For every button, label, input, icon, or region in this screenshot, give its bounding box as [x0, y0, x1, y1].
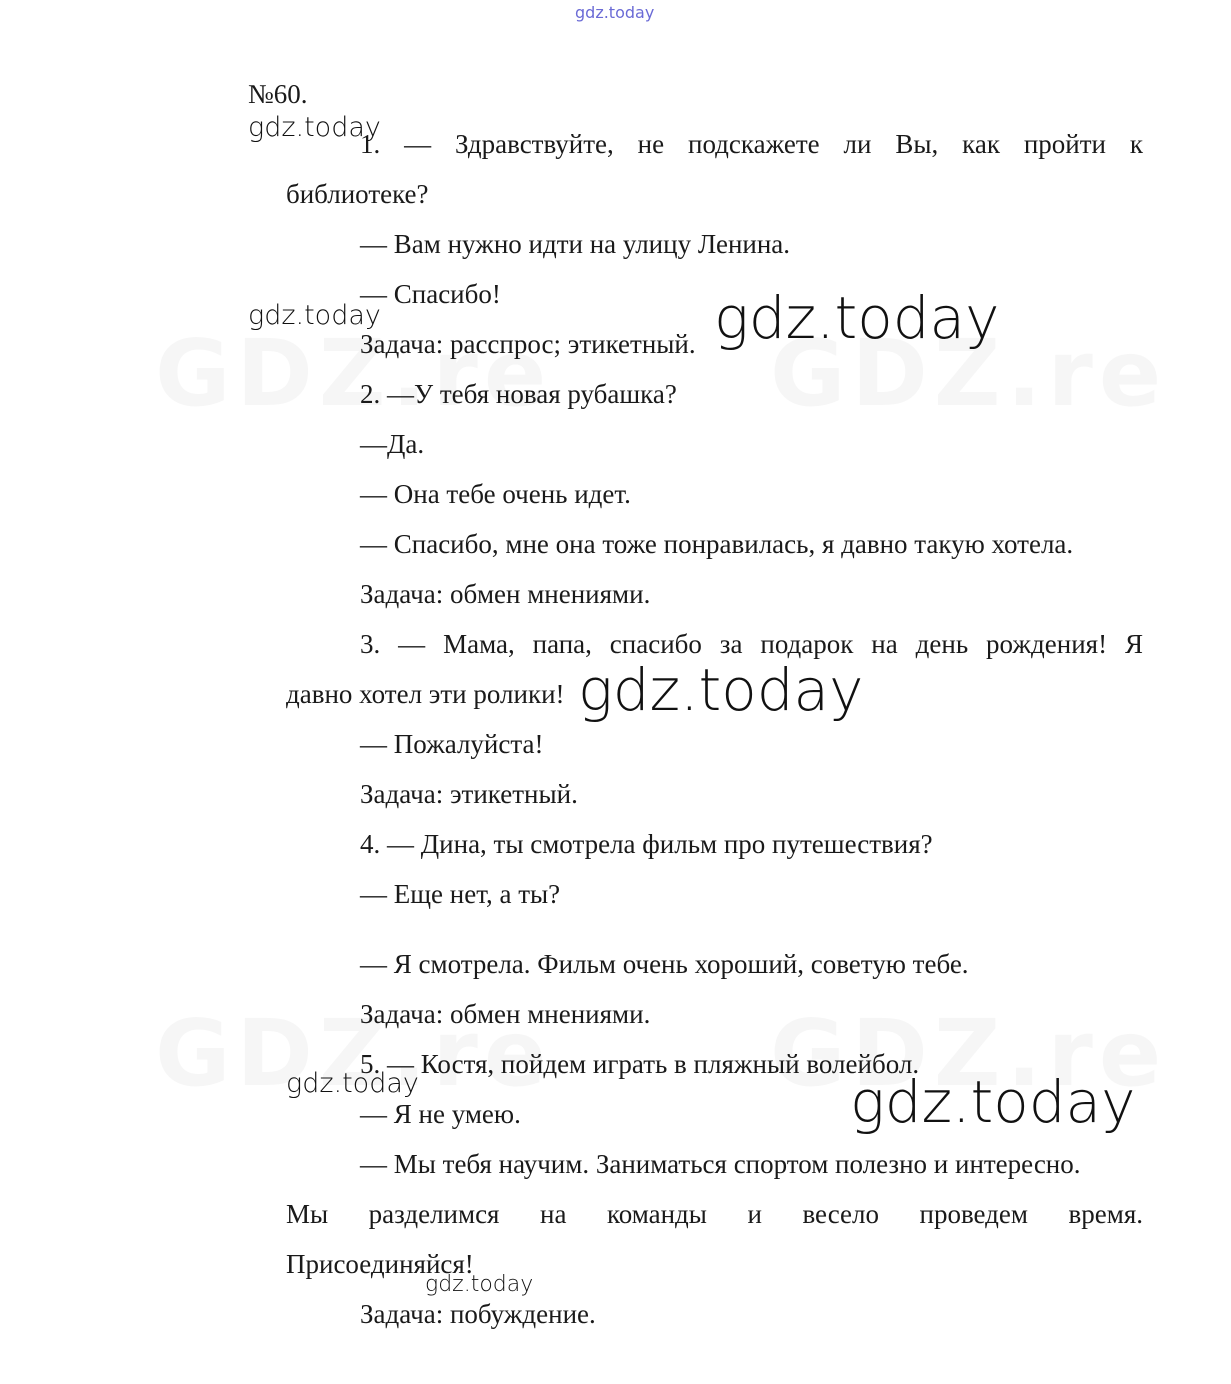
text-line: — Я смотрела. Фильм очень хороший, советую тебе. [360, 949, 969, 979]
text-line: 4. — Дина, ты смотрела фильм про путешествия? [360, 829, 933, 859]
text-line: Задача: расспрос; этикетный. [360, 329, 696, 359]
text-line: — Пожалуйста! [360, 729, 544, 759]
watermark: gdz.today [714, 284, 1000, 352]
watermark: gdz.today [286, 1068, 419, 1099]
text-line: Мы разделимся на команды и весело проведем время. [286, 1199, 1143, 1229]
text-line: — Мы тебя научим. Заниматься спортом полезно и интересно. [360, 1149, 1081, 1179]
watermark: gdz.today [248, 300, 381, 331]
text-line: Присоединяйся! [286, 1249, 474, 1279]
text-line: —Да. [360, 429, 425, 459]
text-line: 1. — Здравствуйте, не подскажете ли Вы, как пройти к [360, 129, 1143, 159]
watermark: gdz.today [578, 656, 864, 724]
text-line: Задача: обмен мнениями. [360, 999, 651, 1029]
text-line: — Она тебе очень идет. [360, 479, 631, 509]
text-line: 2. —У тебя новая рубашка? [360, 379, 677, 409]
task-number: №60. [248, 79, 308, 109]
text-line: — Спасибо, мне она тоже понравилась, я давно такую хотела. [360, 529, 1074, 559]
text-line: Задача: этикетный. [360, 779, 578, 809]
text-line: 5. — Костя, пойдем играть в пляжный волейбол. [360, 1049, 920, 1079]
text-line: Задача: обмен мнениями. [360, 579, 651, 609]
text-line: — Еще нет, а ты? [360, 879, 561, 909]
text-line: — Вам нужно идти на улицу Ленина. [360, 229, 791, 259]
text-line: 3. — Мама, папа, спасибо за подарок на день рождения! Я [360, 629, 1143, 659]
text-line: Задача: побуждение. [360, 1299, 596, 1329]
text-line: — Спасибо! [360, 279, 501, 309]
watermark: gdz.today [850, 1068, 1136, 1136]
watermark-top: gdz.today [575, 3, 655, 22]
text-line: давно хотел эти ролики! [286, 679, 565, 709]
text-line: — Я не умею. [360, 1099, 521, 1129]
watermark: gdz.today [425, 1272, 534, 1297]
text-line: библиотеке? [286, 179, 429, 209]
watermark: gdz.today [248, 112, 381, 143]
